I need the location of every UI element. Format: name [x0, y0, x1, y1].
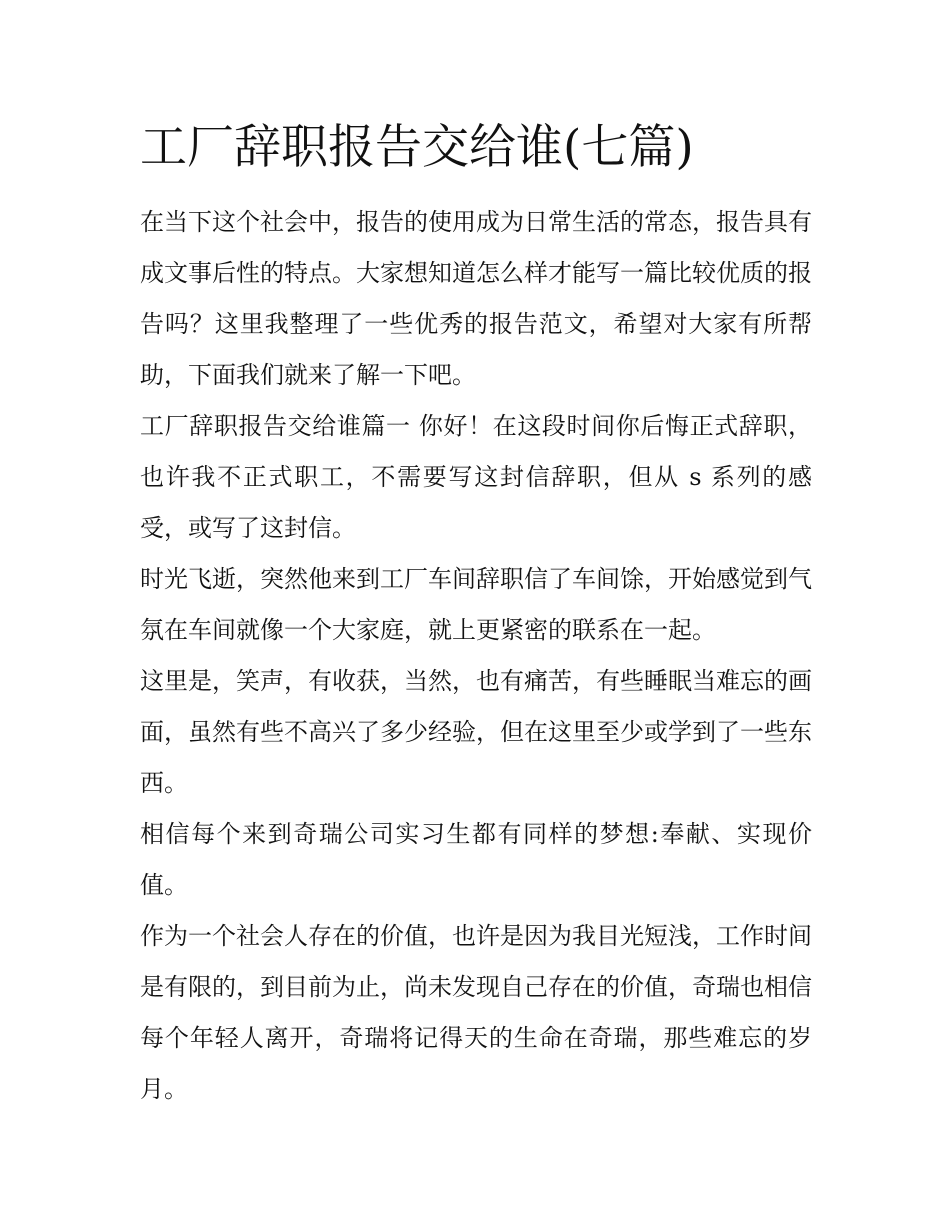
paragraph-4: 相信每个来到奇瑞公司实习生都有同样的梦想:奉献、实现价值。: [140, 820, 812, 899]
paragraph-3: 这里是，笑声，有收获，当然，也有痛苦，有些睡眠当难忘的画面，虽然有些不高兴了多少经验，但在这里至少或学到了一些东西。: [140, 667, 812, 797]
paragraph-5: 作为一个社会人存在的价值，也许是因为我目光短浅，工作时间是有限的，到目前为止，尚未发现自己存在的价值，奇瑞也相信每个年轻人离开，奇瑞将记得天的生命在奇瑞，那些难忘的岁月。: [140, 922, 812, 1103]
paragraph-2: 时光飞逝，突然他来到工厂车间辞职信了车间馀，开始感觉到气氛在车间就像一个大家庭，就上更紧密的联系在一起。: [140, 565, 812, 644]
document-body: [140, 197, 812, 1115]
paragraph-1: 工厂辞职报告交给谁篇一 你好！在这段时间你后悔正式辞职，也许我不正式职工，不需要写这封信辞职，但从 s 系列的感受，或写了这封信。: [140, 412, 812, 542]
document-title: 工厂辞职报告交给谁(七篇): [140, 120, 694, 175]
paragraph-intro: 在当下这个社会中，报告的使用成为日常生活的常态，报告具有成文事后性的特点。大家想知道怎么样才能写一篇比较优质的报告吗？这里我整理了一些优秀的报告范文，希望对大家有所帮助，下面我们就来了解一下吧。: [140, 208, 812, 389]
